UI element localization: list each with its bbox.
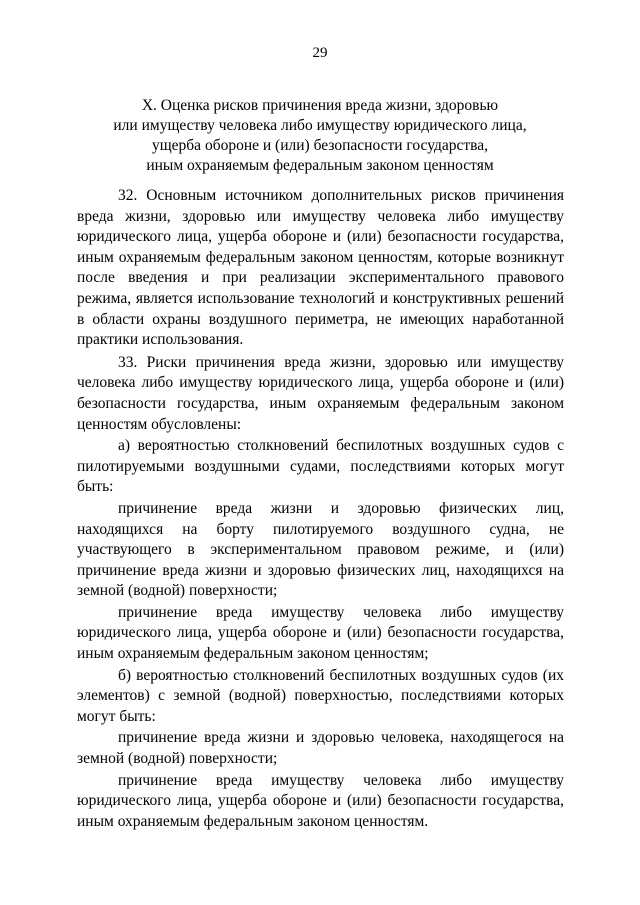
consequence-paragraph: причинение вреда имуществу человека либо имуществу юридического лица, ущерба обороне и (или) безопасности государства, иным охраняемым федеральным законом ценностям. xyxy=(77,771,564,830)
subitem-a: а) вероятностью столкновений беспилотных воздушных судов с пилотируемыми воздушными судами, последствиями которых могут быть: xyxy=(77,437,564,496)
section-title xyxy=(60,96,580,176)
section-title-line: или имуществу человека либо имуществу юридического лица, xyxy=(113,117,527,134)
page-number: 29 xyxy=(312,45,328,61)
section-title-line: ущерба обороне и (или) безопасности государства, xyxy=(151,137,489,154)
document-body xyxy=(77,186,564,832)
section-title-line: иным охраняемым федеральным законом ценностям xyxy=(146,157,494,174)
consequence-paragraph: причинение вреда имуществу человека либо имуществу юридического лица, ущерба обороне и (или) безопасности государства, иным охраняемым федеральным законом ценностям; xyxy=(77,603,564,663)
consequence-paragraph: причинение вреда жизни и здоровью человека, находящегося на земной (водной) поверхности; xyxy=(77,729,564,768)
paragraph-32: 32. Основным источником дополнительных рисков причинения вреда жизни, здоровью или имуществу человека либо имуществу юридического лица, ущерба обороне и (или) безопасности государства, иным охраняемым федеральным законом ценностям, которые возникнут после введения и при реализации экспериментального правового режима, является использование технологий и конструктивных решений в области охраны воздушного периметра, не имеющих наработанной практики использования. xyxy=(77,187,564,349)
consequence-paragraph: причинение вреда жизни и здоровью физических лиц, находящихся на борту пилотируемого воздушного судна, не участвующего в экспериментальном правовом режиме, и (или) причинение вреда жизни и здоровью физических лиц, находящихся на земной (водной) поверхности; xyxy=(77,499,564,600)
subitem-b: б) вероятностью столкновений беспилотных воздушных судов (их элементов) с земной (водной) поверхностью, последствиями которых могут быть: xyxy=(77,666,564,725)
paragraph-33: 33. Риски причинения вреда жизни, здоровью или имуществу человека либо имуществу юридического лица, ущерба обороне и (или) безопасности государства, иным охраняемым федеральным законом ценностям обусловлены: xyxy=(77,353,564,433)
section-title-line: X. Оценка рисков причинения вреда жизни, здоровью xyxy=(141,97,499,114)
